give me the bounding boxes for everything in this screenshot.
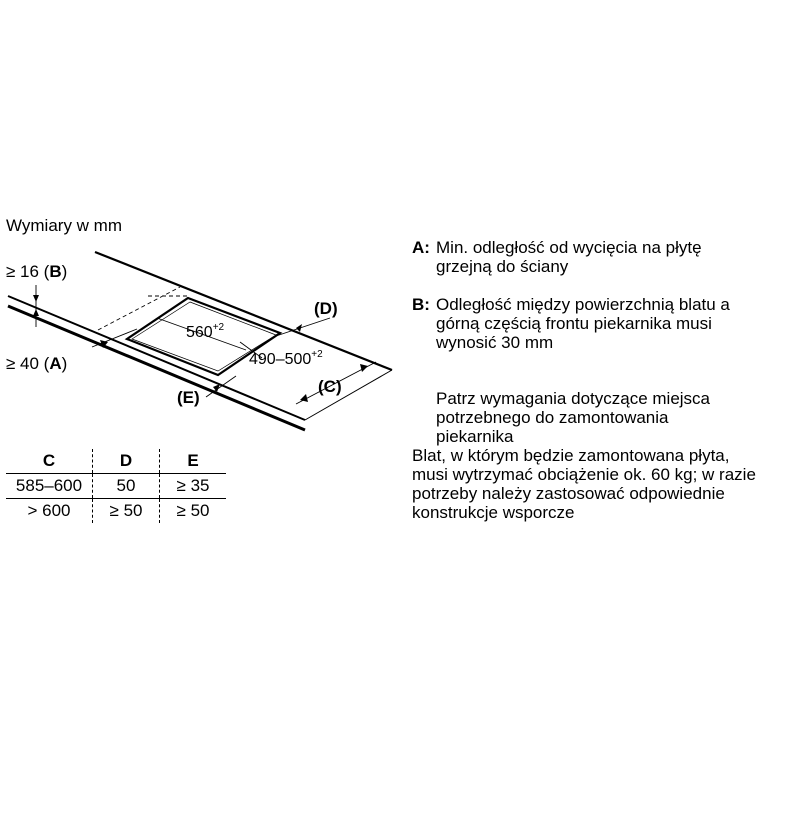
cutout-depth-label: $490-500^{+2}$ [249, 349, 323, 368]
label-b: ≥ 16 (B) [6, 262, 68, 281]
note-a: A: Min. odległość od wycięcia na płytę grzejną do ściany [412, 238, 702, 276]
label-c: (C) [318, 377, 342, 396]
cutout-width-label: $560^{+2}$ [186, 322, 225, 341]
cabinet-dashed-line [98, 287, 180, 330]
note-requirements: Patrz wymagania dotyczące miejsca potrzebnego do zamontowania piekarnika [436, 389, 711, 446]
table-cell: 50 [93, 474, 160, 499]
b-arrow-up [33, 309, 39, 316]
label-d: (D) [314, 299, 338, 318]
units-heading: Wymiary w mm [6, 216, 122, 235]
table-row [6, 499, 226, 524]
header-d: D [93, 449, 160, 474]
table-cell: ≥ 35 [160, 474, 227, 499]
header-e: E [160, 449, 227, 474]
table-cell: ≥ 50 [93, 499, 160, 524]
note-b: B: Odległość między powierzchnią blatu a górną częścią frontu piekarnika musi wynosić 30 mm [412, 295, 730, 352]
table-row [6, 474, 226, 499]
label-e: (E) [177, 388, 200, 407]
table-cell: 585–600 [6, 474, 93, 499]
table-header-row [6, 449, 226, 474]
label-a: ≥ 40 (A) [6, 354, 68, 373]
table-cell: ≥ 50 [160, 499, 227, 524]
dimensions-table [6, 449, 226, 523]
worktop-back-edge [95, 252, 392, 370]
table-cell: > 600 [27, 501, 71, 520]
note-worktop-load: Blat, w którym będzie zamontowana płyta, musi wytrzymać obciążenie ok. 60 kg; w razie potrzeby należy zastosować odpowiednie konstrukcje wsporcze [412, 446, 756, 522]
b-arrow-down [33, 295, 39, 302]
c-arrow-2 [360, 364, 368, 372]
header-c: C [6, 449, 93, 474]
